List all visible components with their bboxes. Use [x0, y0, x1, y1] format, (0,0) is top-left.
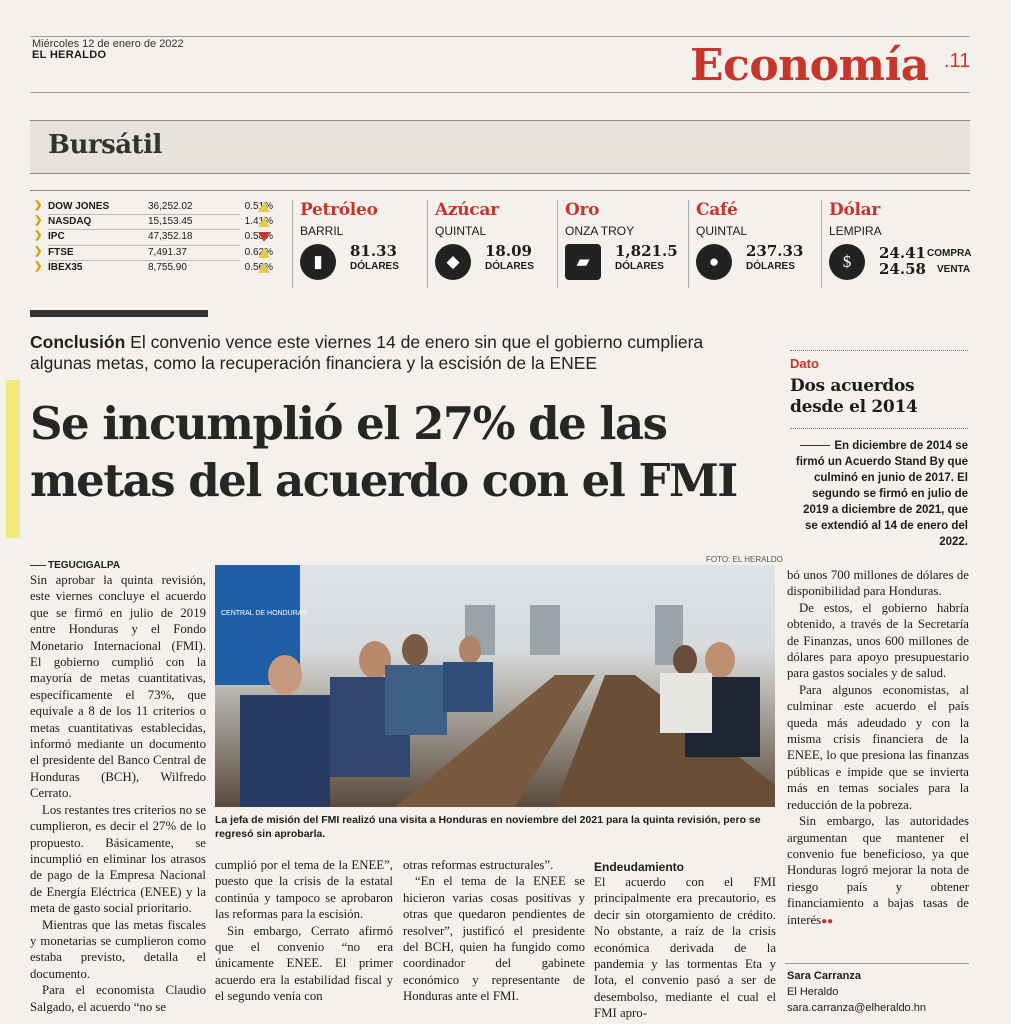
commodity-dolar	[829, 200, 971, 290]
article-column-5	[787, 567, 969, 930]
stock-pct: 0.51%	[244, 201, 273, 212]
paragraph: Mientras que las metas fiscales y monetarias se cumplieron como estaba previsto, detalla el documento.	[30, 917, 206, 981]
commodity-name: Petróleo	[300, 200, 378, 220]
stock-row	[30, 200, 290, 215]
stock-value: 47,352.18	[148, 231, 193, 243]
chevron-right-icon: ❯	[34, 260, 43, 272]
header-rule-bottom	[30, 92, 970, 93]
trend-up-icon	[258, 217, 270, 227]
commodity-unit: LEMPIRA	[829, 224, 882, 238]
stock-row	[30, 261, 290, 276]
stock-row	[30, 215, 290, 230]
author-email[interactable]: sara.carranza@elheraldo.hn	[787, 1002, 926, 1014]
photo-credit: FOTO: EL HERALDO	[706, 555, 783, 564]
commodity-currency: DÓLARES	[485, 261, 534, 272]
section-divider	[30, 310, 208, 317]
chevron-right-icon: ❯	[34, 230, 43, 242]
paragraph: De estos, el gobierno habría obtenido, a través de la Secretaría de Finanzas, unos 600 millones de dólares para apoyo presupuestario para gastos sociales y de salud.	[787, 600, 969, 681]
paragraph: cumplió por el tema de la ENEE”, puesto que la crisis de la estatal continúa y tampoco se aprobaron las reformas para la escisión.	[215, 858, 393, 922]
commodity-name: Dólar	[829, 200, 881, 220]
stock-name: FTSE	[48, 246, 74, 258]
paragraph: Sin aprobar la quinta revisión, este viernes concluye el acuerdo que se firmó en julio de 2019 entre Honduras y el Fondo Monetario Internacional (FMI). El gobierno cumplió con la mayoría de metas cuantitativas, específicamente el 73%, que equivale a 8 de los 11 criterios o metas cuantitativas establecidas, informó mediante un documento el presidente del Banco Central de Honduras (BCH), Wilfredo Cerrato.	[30, 573, 206, 801]
subhead: Endeudamiento	[594, 860, 685, 874]
end-mark-icon: ●●	[821, 915, 834, 927]
dateline: TEGUCIGALPA	[30, 560, 206, 571]
page-number: .11	[944, 50, 971, 72]
paragraph: Los restantes tres criterios no se cumplieron, es decir el 27% de lo propuesto. Básicamente, se incumplió en eliminar los atrasos de pago de la Empresa Nacional de Energía Eléctrica (ENEE) y la meta de gasto social prioritario.	[30, 802, 206, 916]
paragraph: bó unos 700 millones de dólares de disponibilidad para Honduras.	[787, 568, 969, 599]
stock-row	[30, 230, 290, 245]
meeting-photo-illustration	[215, 565, 775, 807]
stock-value: 15,153.45	[148, 216, 193, 228]
sugar-sack-icon: ◆	[435, 244, 471, 280]
dato-rule	[790, 428, 968, 429]
commodity-name: Azúcar	[435, 200, 499, 220]
issue-date: Miércoles 12 de enero de 2022	[32, 38, 184, 50]
chevron-right-icon: ❯	[34, 245, 43, 257]
article-column-4	[594, 860, 776, 1022]
dollar-bag-icon: $	[829, 244, 865, 280]
dolar-sell-value: 24.58	[879, 260, 926, 278]
highlighter-mark	[6, 380, 20, 538]
bursatil-separator	[30, 190, 970, 191]
commodity-currency: DÓLARES	[350, 261, 399, 272]
dolar-sell-label: VENTA	[937, 264, 971, 275]
stock-name: DOW JONES	[48, 201, 110, 212]
dato-body: En diciembre de 2014 se firmó un Acuerdo Stand By que culminó en junio de 2017. El segundo se firmó en julio de 2019 a diciembre de 2021, que se extendió al 14 de enero del 2022.	[795, 440, 968, 548]
commodity-name: Oro	[565, 200, 600, 220]
bursatil-title: Bursátil	[48, 130, 162, 160]
commodity-value: 237.33	[746, 242, 804, 260]
byline-rule	[785, 963, 969, 964]
trend-up-icon	[258, 202, 270, 212]
conclusion-label: Conclusión	[30, 332, 126, 352]
commodity-unit: QUINTAL	[435, 224, 487, 238]
commodity-value: 81.33	[350, 242, 397, 260]
commodity-azucar	[435, 200, 570, 290]
commodity-currency: DÓLARES	[746, 261, 795, 272]
stock-name: IPC	[48, 231, 65, 243]
paragraph: El acuerdo con el FMI principalmente era precautorio, es decir sin otorgamiento de crédito. No obstante, a raíz de la crisis económica derivada de la pandemia y las tormentas Eta y Iota, el convenio pasó a ser de desembolso, mediante el cual el FMI apro-	[594, 875, 776, 1021]
paragraph: otras reformas estructurales”.	[403, 858, 554, 872]
dato-title: Dos acuerdos desde el 2014	[790, 376, 918, 417]
commodity-name: Café	[696, 200, 738, 220]
gold-bars-icon: ▰	[565, 244, 601, 280]
stock-value: 36,252.02	[148, 201, 193, 212]
paragraph-text: Sin embargo, las autoridades argumentan que mantener el convenio fue beneficioso, ya que Honduras logró mejorar la nota de riesgo país y obtener financiamiento a bajas tasas de interés	[787, 814, 969, 927]
stock-name: IBEX35	[48, 261, 83, 273]
commodity-petroleo	[300, 200, 435, 290]
chevron-right-icon: ❯	[34, 200, 43, 211]
commodity-unit: QUINTAL	[696, 224, 748, 238]
meeting-photo	[215, 565, 775, 807]
trend-down-icon	[258, 232, 270, 242]
stock-name: NASDAQ	[48, 216, 92, 228]
header-rule	[30, 36, 970, 37]
article-column-2	[215, 857, 393, 1005]
commodity-cafe	[696, 200, 831, 290]
stock-row	[30, 246, 290, 261]
stock-pct: 1.41%	[244, 216, 273, 228]
article-column-1	[30, 560, 206, 1015]
commodity-value: 18.09	[485, 242, 532, 260]
stock-pct: 0.58%	[244, 231, 273, 243]
commodity-currency: DÓLARES	[615, 261, 664, 272]
chevron-right-icon: ❯	[34, 215, 43, 227]
stock-table	[30, 200, 290, 276]
trend-up-icon	[258, 248, 270, 258]
photo-caption: La jefa de misión del FMI realizó una visita a Honduras en noviembre del 2021 para la quinta revisión, pero se regresó sin aprobarla.	[215, 814, 761, 840]
coffee-bean-icon: ●	[696, 244, 732, 280]
commodity-value: 1,821.5	[615, 242, 678, 260]
trend-up-icon	[258, 263, 270, 273]
photo-sign-text: CENTRAL DE HONDURAS	[221, 610, 308, 617]
stock-pct: 0.62%	[244, 246, 273, 258]
dato-text	[790, 438, 968, 550]
commodity-unit: BARRIL	[300, 224, 344, 238]
newspaper-name: EL HERALDO	[32, 49, 107, 61]
commodity-oro	[565, 200, 700, 290]
stock-value: 8,755.90	[148, 261, 187, 273]
section-title: Economía	[690, 40, 929, 91]
paragraph	[787, 813, 969, 930]
paragraph: Sin embargo, Cerrato afirmó que el convenio “no era únicamente ENEE. El primer acuerdo era la estabilidad fiscal y el segundo venía con	[215, 923, 393, 1004]
headline: Se incumplió el 27% de las metas del acuerdo con el FMI	[30, 397, 737, 507]
oil-barrel-icon: ▮	[300, 244, 336, 280]
commodity-unit: ONZA TROY	[565, 224, 635, 238]
conclusion-text: El convenio vence este viernes 14 de enero sin que el gobierno cumpliera algunas metas, como la recuperación financiera y la escisión de la ENEE	[30, 332, 704, 373]
paragraph: Para el economista Claudio Salgado, el acuerdo “no se	[30, 983, 206, 1014]
author-name: Sara Carranza	[787, 970, 861, 982]
paragraph: Para algunos economistas, al culminar este acuerdo el país queda más adeudado y con la misma crisis financiera de la ENEE, lo que presiona las finanzas públicas e impide que se invierta más en temas sociales para la reducción de la pobreza.	[787, 682, 969, 812]
dato-label: Dato	[790, 356, 819, 371]
dolar-buy-label: COMPRA	[927, 248, 972, 259]
bursatil-banner	[30, 120, 970, 174]
stock-value: 7,491.37	[148, 246, 187, 258]
dato-rule	[790, 350, 968, 351]
author-org: El Heraldo	[787, 986, 839, 998]
conclusion	[30, 332, 760, 374]
paragraph: “En el tema de la ENEE se hicieron varias cosas positivas y otras que quedaron pendientes de resolver”, justificó el presidente del BCH, quien ha fungido como coordinador del gabinete económico y representante de Honduras ante el FMI.	[403, 874, 585, 1004]
dolar-buy-value: 24.41	[879, 244, 926, 262]
article-column-3	[403, 857, 585, 1005]
stock-pct: 0.56%	[244, 261, 273, 273]
